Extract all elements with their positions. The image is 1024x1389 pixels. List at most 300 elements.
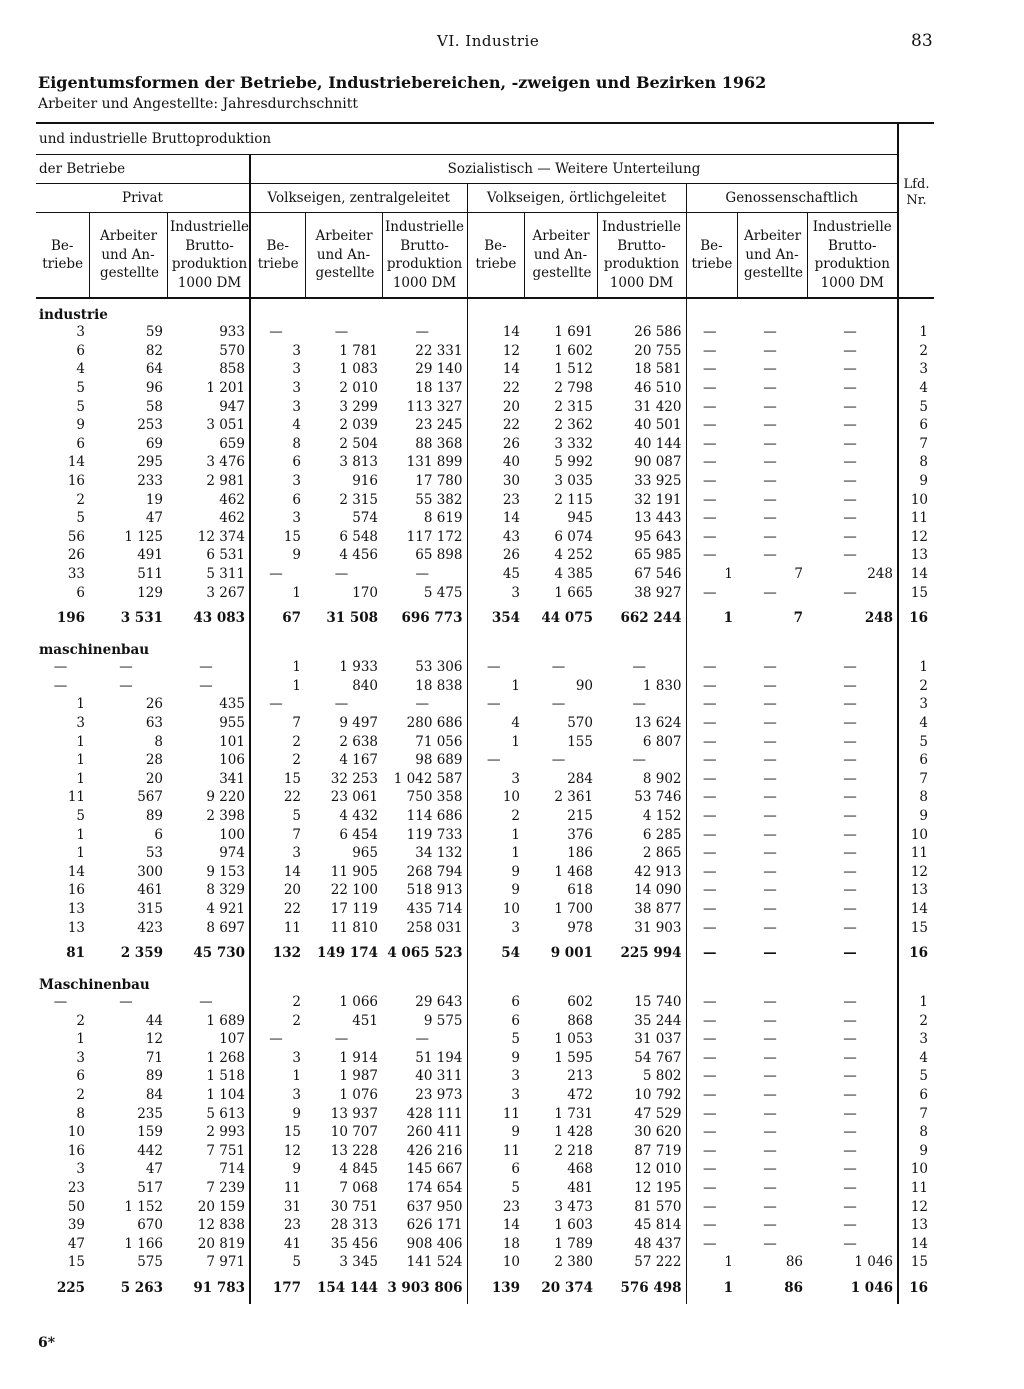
data-cell: —	[843, 1217, 857, 1234]
data-cell: 295	[137, 454, 163, 471]
data-cell: 626 171	[406, 1217, 463, 1234]
data-cell: —	[686, 509, 737, 528]
lfd-nr-cell: 10	[898, 490, 934, 509]
data-cell: —	[843, 1012, 857, 1029]
data-cell: —	[763, 1235, 777, 1252]
data-cell: 11	[67, 789, 85, 806]
data-cell: 258 031	[406, 919, 463, 936]
data-cell: 3 332	[554, 435, 593, 452]
data-cell: —	[686, 416, 737, 435]
data-cell: 2	[76, 1087, 85, 1104]
arbeiter-label: Arbeiter und An- gestellte	[315, 228, 375, 282]
lfd-nr-cell: 12	[898, 1197, 934, 1216]
data-cell: 570	[567, 714, 593, 731]
data-cell: —	[686, 1104, 737, 1123]
data-cell: 3	[250, 342, 305, 361]
data-cell: 20 159	[197, 1198, 245, 1215]
data-cell: 517	[137, 1180, 163, 1197]
data-cell: 20	[467, 397, 524, 416]
data-cell: —	[763, 1068, 777, 1085]
data-cell: 3	[250, 509, 305, 528]
data-cell: 5	[76, 807, 85, 824]
data-cell: 1 518	[206, 1068, 245, 1085]
data-cell: 47	[145, 1161, 163, 1178]
data-cell: 12	[467, 342, 524, 361]
data-cell: 53	[145, 845, 163, 862]
data-cell: 570	[219, 342, 245, 359]
data-cell: 1 468	[554, 863, 593, 880]
data-cell: 442	[137, 1142, 163, 1159]
data-cell: 945	[567, 510, 593, 527]
data-cell: 7 239	[206, 1180, 245, 1197]
data-cell: 1 201	[206, 380, 245, 397]
data-cell: —	[843, 417, 857, 434]
data-cell: 46 510	[634, 380, 682, 397]
data-cell: —	[334, 566, 349, 583]
data-cell: —	[686, 751, 737, 770]
data-cell: 4 456	[339, 547, 378, 564]
data-cell: 11 905	[330, 863, 378, 880]
table-row	[36, 416, 934, 435]
data-cell: 5	[250, 1253, 305, 1272]
data-cell: 12	[145, 1031, 163, 1048]
data-cell: —	[843, 398, 857, 415]
data-cell: 461	[137, 882, 163, 899]
data-cell: 30	[467, 472, 524, 491]
data-cell: 235	[137, 1105, 163, 1122]
data-cell: 3	[250, 1086, 305, 1105]
data-cell: 95 643	[634, 528, 682, 545]
data-cell: 5	[76, 398, 85, 415]
data-cell: 2	[467, 807, 524, 826]
total-cell: 1	[686, 602, 737, 634]
data-cell: —	[843, 1180, 857, 1197]
data-cell: 88 368	[415, 435, 463, 452]
data-cell: —	[686, 993, 737, 1012]
total-cell: 91 783	[193, 1279, 245, 1296]
total-cell: 696 773	[401, 609, 463, 626]
produktion-header	[597, 213, 686, 299]
data-cell: —	[763, 1124, 777, 1141]
section-spacer-cell	[807, 298, 898, 323]
data-cell: 300	[137, 863, 163, 880]
data-cell: —	[686, 1123, 737, 1142]
data-cell: —	[843, 1142, 857, 1159]
data-cell: 1 731	[554, 1105, 593, 1122]
data-cell: 1 066	[339, 994, 378, 1011]
data-cell: —	[467, 695, 524, 714]
table-row	[36, 900, 934, 919]
data-cell: 5 475	[423, 584, 463, 601]
data-cell: 3	[467, 1086, 524, 1105]
data-cell: —	[763, 677, 777, 694]
lfd-nr-cell: 1	[898, 993, 934, 1012]
total-cell: 3 531	[120, 609, 163, 626]
data-cell: —	[843, 659, 857, 676]
data-cell: 3	[250, 472, 305, 491]
data-cell: 3	[250, 397, 305, 416]
data-cell: 119 733	[406, 826, 463, 843]
header-volkseigen-zentral: Volkseigen, zentralgeleitet	[250, 184, 467, 213]
total-cell: —	[763, 944, 777, 961]
data-cell: —	[843, 919, 857, 936]
data-cell: —	[843, 1161, 857, 1178]
header-genossenschaftlich: Genossenschaftlich	[686, 184, 898, 213]
running-header: VI. Industrie	[437, 32, 540, 50]
total-cell: 149 174	[316, 944, 378, 961]
data-cell: 2 115	[554, 491, 593, 508]
betriebe-header	[686, 213, 737, 299]
data-cell: 10 707	[330, 1124, 378, 1141]
data-cell: —	[843, 1235, 857, 1252]
data-cell: 59	[145, 324, 163, 341]
data-cell: —	[334, 1031, 349, 1048]
data-cell: —	[686, 862, 737, 881]
data-cell: 6	[76, 584, 85, 601]
data-cell: 1 042 587	[393, 770, 463, 787]
data-cell: —	[686, 825, 737, 844]
data-cell: —	[199, 659, 213, 676]
data-cell: 1	[76, 845, 85, 862]
data-cell: —	[763, 900, 777, 917]
data-cell: 45	[467, 565, 524, 584]
data-cell: —	[843, 473, 857, 490]
header-sozialistisch: Sozialistisch — Weitere Unterteilung	[250, 155, 898, 184]
data-cell: 1 830	[642, 677, 682, 694]
data-cell: 1 987	[339, 1068, 378, 1085]
section-title: Maschinenbau	[39, 976, 150, 993]
data-cell: 23	[250, 1216, 305, 1235]
table-row	[36, 1235, 934, 1254]
data-cell: 1 268	[206, 1049, 245, 1066]
section-spacer-cell	[597, 298, 686, 323]
data-cell: —	[763, 510, 777, 527]
data-cell: 1 104	[206, 1087, 245, 1104]
data-cell: 98 689	[415, 752, 463, 769]
lfd-nr-cell: 6	[898, 416, 934, 435]
data-cell: 6 807	[642, 733, 682, 750]
lfd-nr-cell: 8	[898, 1123, 934, 1142]
data-cell: —	[250, 323, 305, 342]
data-cell: 30 620	[634, 1124, 682, 1141]
data-cell: —	[53, 677, 68, 694]
lfd-nr-cell: 7	[898, 1104, 934, 1123]
data-cell: —	[763, 361, 777, 378]
lfd-nr-cell: 9	[898, 807, 934, 826]
data-cell: —	[467, 658, 524, 677]
data-cell: 23 245	[415, 417, 463, 434]
data-cell: —	[763, 1217, 777, 1234]
betriebe-label: Be- triebe	[475, 237, 517, 272]
table-row	[36, 677, 934, 696]
data-cell: 1	[467, 825, 524, 844]
data-cell: 19	[145, 491, 163, 508]
data-cell: 284	[567, 770, 593, 787]
data-cell: 174 654	[406, 1180, 463, 1197]
data-cell: 435 714	[406, 900, 463, 917]
table-row	[36, 1160, 934, 1179]
data-cell: 9	[467, 1049, 524, 1068]
data-cell: 1 665	[554, 584, 593, 601]
data-cell: 974	[219, 845, 245, 862]
data-cell: —	[686, 397, 737, 416]
data-cell: 518 913	[406, 882, 463, 899]
data-cell: 141 524	[406, 1254, 463, 1271]
data-cell: 2	[76, 1012, 85, 1029]
data-cell: 58	[145, 398, 163, 415]
lfd-nr-cell: 10	[898, 1160, 934, 1179]
data-cell: 100	[219, 826, 245, 843]
table-row	[36, 342, 934, 361]
data-cell: 41	[250, 1235, 305, 1254]
data-cell: 574	[352, 510, 378, 527]
data-cell: 6 454	[339, 826, 378, 843]
data-cell: 1	[76, 752, 85, 769]
data-cell: 6	[250, 490, 305, 509]
data-cell: —	[843, 714, 857, 731]
table-row	[36, 546, 934, 565]
data-cell: 1 789	[554, 1235, 593, 1252]
total-cell: 154 144	[316, 1279, 378, 1296]
data-cell: 30 751	[330, 1198, 378, 1215]
data-cell: 1	[467, 732, 524, 751]
lfd-nr-cell: 5	[898, 397, 934, 416]
total-cell: 225 994	[620, 944, 682, 961]
data-cell: 233	[137, 473, 163, 490]
data-cell: 2 380	[554, 1254, 593, 1271]
data-cell: 2 993	[206, 1124, 245, 1141]
arbeiter-header	[737, 213, 807, 299]
data-cell: 31	[250, 1197, 305, 1216]
data-cell: 28	[145, 752, 163, 769]
total-cell: 3 903 806	[387, 1279, 463, 1296]
data-cell: 89	[145, 807, 163, 824]
lfd-nr-cell: 11	[898, 509, 934, 528]
data-cell: 3	[250, 379, 305, 398]
data-cell: 9 153	[206, 863, 245, 880]
data-cell: 87 719	[634, 1142, 682, 1159]
data-cell: —	[843, 677, 857, 694]
arbeiter-header	[524, 213, 597, 299]
data-cell: 14	[67, 863, 85, 880]
data-cell: 20 755	[634, 342, 682, 359]
data-cell: 6	[467, 1160, 524, 1179]
data-cell: 6 548	[339, 528, 378, 545]
data-cell: —	[763, 1142, 777, 1159]
data-cell: 4	[467, 714, 524, 733]
data-cell: 3	[467, 769, 524, 788]
data-cell: —	[763, 1180, 777, 1197]
data-cell: —	[686, 546, 737, 565]
data-cell: —	[763, 863, 777, 880]
data-cell: 90 087	[634, 454, 682, 471]
data-cell: —	[843, 491, 857, 508]
table-row	[36, 1216, 934, 1235]
data-cell: 131 899	[406, 454, 463, 471]
data-cell: —	[763, 752, 777, 769]
table-subtitle: Arbeiter und Angestellte: Jahresdurchschnitt	[38, 96, 358, 112]
data-cell: 1 166	[124, 1235, 163, 1252]
betriebe-label: Be- triebe	[691, 237, 733, 272]
data-cell: 7 971	[206, 1254, 245, 1271]
data-cell: 14	[467, 1216, 524, 1235]
lfd-nr-cell: 3	[898, 695, 934, 714]
section-spacer-cell	[382, 298, 467, 323]
data-cell: 916	[352, 473, 378, 490]
data-cell: —	[686, 1235, 737, 1254]
data-cell: 145 667	[406, 1161, 463, 1178]
data-cell: —	[686, 769, 737, 788]
data-cell: 51 194	[415, 1049, 463, 1066]
total-cell: 1 046	[850, 1279, 893, 1296]
data-cell: 13	[67, 919, 85, 936]
data-cell: —	[686, 807, 737, 826]
data-cell: 114 686	[406, 807, 463, 824]
data-cell: 7 751	[206, 1142, 245, 1159]
data-cell: 3	[250, 360, 305, 379]
data-cell: 11	[250, 918, 305, 937]
data-cell: —	[843, 1198, 857, 1215]
section-spacer-cell	[305, 298, 382, 323]
section-spacer-cell	[467, 969, 524, 993]
arbeiter-label: Arbeiter und An- gestellte	[100, 228, 160, 282]
total-cell: 81	[66, 944, 85, 961]
section-spacer-cell	[382, 969, 467, 993]
section-spacer-cell	[524, 634, 597, 658]
data-cell: 2 398	[206, 807, 245, 824]
data-cell: —	[686, 900, 737, 919]
data-cell: 65 898	[415, 547, 463, 564]
table-row	[36, 918, 934, 937]
data-cell: 39	[67, 1217, 85, 1234]
data-cell: —	[686, 695, 737, 714]
data-cell: 670	[137, 1217, 163, 1234]
data-cell: 13 228	[330, 1142, 378, 1159]
data-cell: —	[763, 807, 777, 824]
data-cell: —	[250, 1030, 305, 1049]
data-cell: 1 053	[554, 1031, 593, 1048]
data-cell: 71	[145, 1049, 163, 1066]
section-spacer-cell	[686, 634, 737, 658]
data-cell: 13 937	[330, 1105, 378, 1122]
data-cell: 22 331	[415, 342, 463, 359]
data-cell: —	[843, 770, 857, 787]
produktion-header	[807, 213, 898, 299]
produktion-label: Industrielle Brutto- produktion 1000 DM	[601, 219, 682, 291]
data-cell: 18 581	[634, 361, 682, 378]
data-cell: —	[686, 1049, 737, 1068]
data-cell: —	[551, 696, 566, 713]
data-cell: 6	[76, 435, 85, 452]
section-header-row	[36, 969, 934, 993]
data-cell: 5 613	[206, 1105, 245, 1122]
lfd-nr-cell: 7	[898, 769, 934, 788]
data-cell: 16	[67, 473, 85, 490]
data-cell: 40 311	[415, 1068, 463, 1085]
data-cell: 5 802	[642, 1068, 682, 1085]
data-cell: —	[763, 882, 777, 899]
data-cell: —	[686, 1142, 737, 1161]
data-cell: 64	[145, 361, 163, 378]
total-cell: —	[686, 937, 737, 969]
data-cell: —	[686, 1086, 737, 1105]
data-cell: 5	[76, 380, 85, 397]
lfd-nr-cell: 10	[898, 825, 934, 844]
data-cell: 435	[219, 696, 245, 713]
data-cell: —	[763, 1198, 777, 1215]
data-cell: 53 306	[415, 659, 463, 676]
table-row	[36, 453, 934, 472]
lfd-nr-cell: 4	[898, 379, 934, 398]
data-cell: 955	[219, 714, 245, 731]
data-cell: —	[250, 695, 305, 714]
data-cell: 35 244	[634, 1012, 682, 1029]
data-cell: 9 220	[206, 789, 245, 806]
data-cell: 4 167	[339, 752, 378, 769]
data-cell: 618	[567, 882, 593, 899]
data-cell: 6	[250, 453, 305, 472]
data-cell: —	[686, 788, 737, 807]
data-cell: 65 985	[634, 547, 682, 564]
data-cell: 575	[137, 1254, 163, 1271]
data-cell: 14	[467, 360, 524, 379]
data-cell: 26	[145, 696, 163, 713]
data-cell: 1 512	[554, 361, 593, 378]
lfd-nr-cell: 5	[898, 732, 934, 751]
data-cell: 3 035	[554, 473, 593, 490]
data-cell: 6	[467, 1011, 524, 1030]
section-spacer-cell	[898, 634, 934, 658]
data-cell: 280 686	[406, 714, 463, 731]
data-cell: 9	[250, 1160, 305, 1179]
lfd-nr-label: Lfd. Nr.	[903, 176, 930, 208]
arbeiter-label: Arbeiter und An- gestellte	[744, 228, 804, 282]
data-cell: 376	[567, 826, 593, 843]
data-cell: —	[763, 826, 777, 843]
data-cell: 1	[250, 1067, 305, 1086]
data-cell: —	[763, 1012, 777, 1029]
data-cell: —	[686, 918, 737, 937]
data-cell: 8 329	[206, 882, 245, 899]
data-cell: 423	[137, 919, 163, 936]
data-cell: 14	[250, 862, 305, 881]
data-cell: 4 845	[339, 1161, 378, 1178]
data-cell: 2 218	[554, 1142, 593, 1159]
data-cell: —	[763, 528, 777, 545]
data-cell: 26	[467, 546, 524, 565]
data-cell: —	[686, 1179, 737, 1198]
data-cell: 1 595	[554, 1049, 593, 1066]
section-spacer-cell	[597, 969, 686, 993]
data-cell: 22	[467, 416, 524, 435]
data-cell: 2 865	[642, 845, 682, 862]
data-cell: 23	[467, 1197, 524, 1216]
data-cell: 10	[67, 1124, 85, 1141]
data-cell: 462	[219, 510, 245, 527]
data-cell: 17 119	[330, 900, 378, 917]
total-cell: 5 263	[120, 1279, 163, 1296]
data-cell: 12 374	[197, 528, 245, 545]
lfd-nr-cell: 14	[898, 900, 934, 919]
data-cell: 14	[67, 454, 85, 471]
total-cell: —	[843, 944, 857, 961]
section-spacer-cell	[467, 298, 524, 323]
data-cell: 90	[575, 677, 593, 694]
table-row	[36, 732, 934, 751]
table-row	[36, 1030, 934, 1049]
data-cell: 53 746	[634, 789, 682, 806]
data-cell: 428 111	[406, 1105, 463, 1122]
